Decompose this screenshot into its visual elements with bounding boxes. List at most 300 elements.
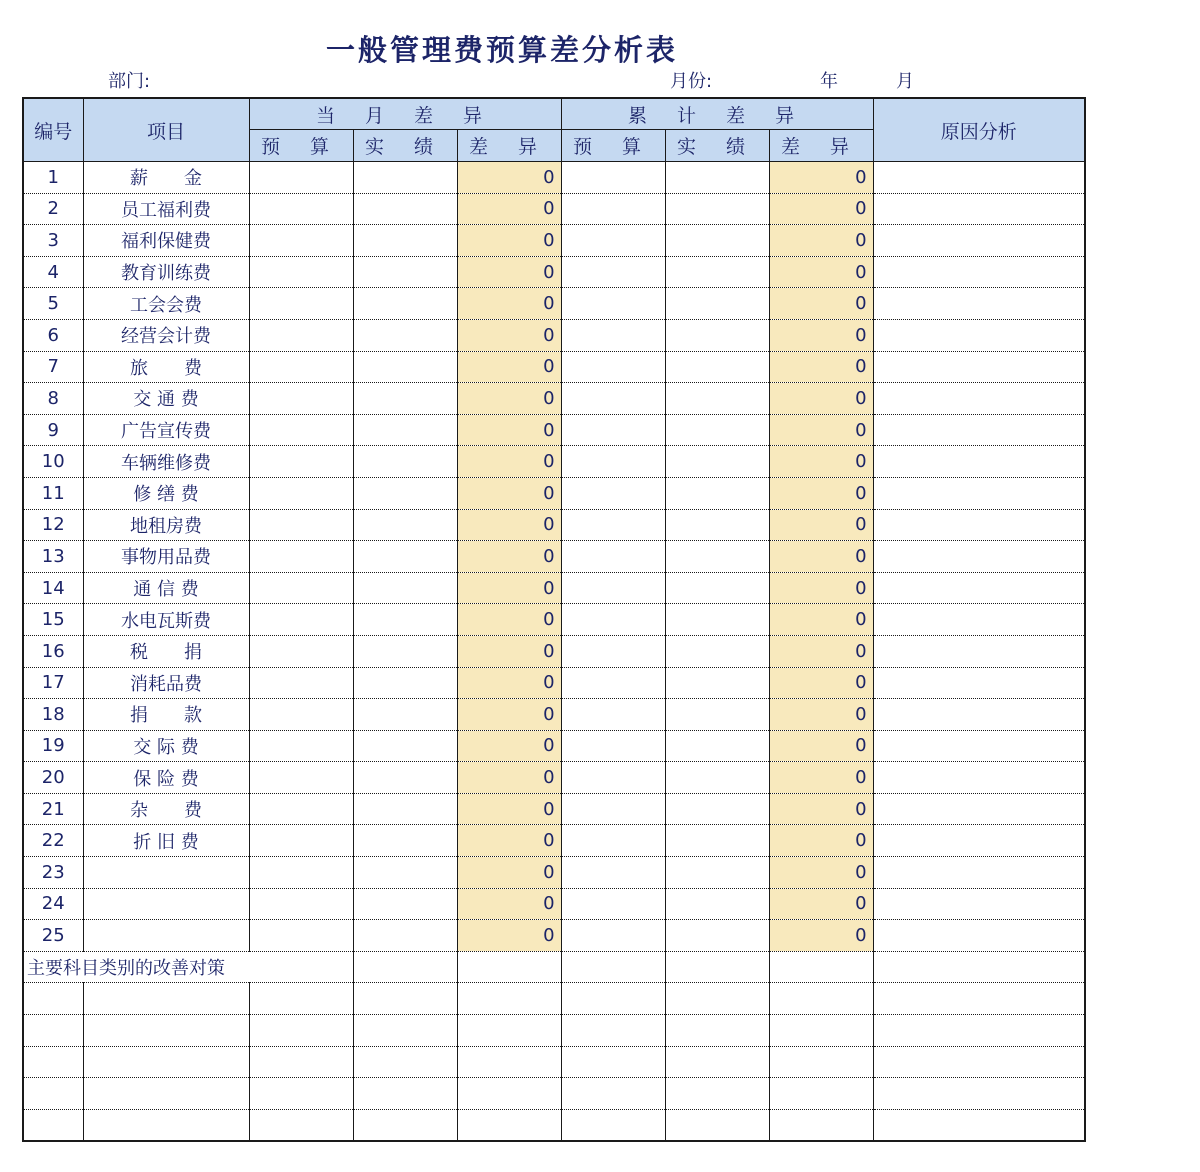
improvement-cell[interactable] (353, 1046, 457, 1078)
improvement-row (23, 1046, 1085, 1078)
table-row (23, 414, 1085, 446)
cell-cumulative-diff: 0 (769, 446, 873, 478)
improvement-cell[interactable] (83, 1078, 249, 1110)
cell-reason[interactable] (873, 193, 1085, 225)
row-number: 10 (23, 446, 83, 478)
cell-reason[interactable] (873, 604, 1085, 636)
improvement-cell[interactable] (873, 1078, 1085, 1110)
row-item: 保 险 费 (83, 762, 249, 794)
improvement-cell[interactable] (561, 1109, 665, 1141)
improvement-cell[interactable] (23, 1046, 83, 1078)
row-item (83, 857, 249, 889)
budget-variance-table (22, 97, 1086, 1142)
row-item: 交 通 费 (83, 383, 249, 415)
cell-cumulative-diff: 0 (769, 762, 873, 794)
cell-current-diff: 0 (457, 383, 561, 415)
row-number: 6 (23, 319, 83, 351)
cell-current-actual[interactable] (353, 762, 457, 794)
cell-cumulative-budget[interactable] (561, 572, 665, 604)
cell-current-diff: 0 (457, 288, 561, 320)
cell-cumulative-diff: 0 (769, 857, 873, 889)
month-unit: 月 (896, 71, 914, 92)
cell-cumulative-actual[interactable] (665, 667, 769, 699)
cell-current-budget[interactable] (249, 730, 353, 762)
cell-current-budget[interactable] (249, 446, 353, 478)
improvement-cell[interactable] (83, 1015, 249, 1047)
row-number: 19 (23, 730, 83, 762)
cell-reason[interactable] (873, 383, 1085, 415)
cell-current-actual[interactable] (353, 383, 457, 415)
cell-current-budget[interactable] (249, 604, 353, 636)
row-item: 水电瓦斯费 (83, 604, 249, 636)
cell-cumulative-actual[interactable] (665, 825, 769, 857)
cell-cumulative-actual[interactable] (665, 288, 769, 320)
cell-cumulative-actual[interactable] (665, 414, 769, 446)
cell-current-budget[interactable] (249, 857, 353, 889)
cell-cumulative-budget[interactable] (561, 414, 665, 446)
cell-cumulative-actual[interactable] (665, 762, 769, 794)
table-row (23, 857, 1085, 889)
cell-current-budget[interactable] (249, 477, 353, 509)
cell-reason[interactable] (873, 162, 1085, 194)
cell-current-actual[interactable] (353, 351, 457, 383)
row-number: 9 (23, 414, 83, 446)
cell-reason[interactable] (873, 414, 1085, 446)
cell-cumulative-actual[interactable] (665, 635, 769, 667)
cell-current-actual[interactable] (353, 414, 457, 446)
row-number: 20 (23, 762, 83, 794)
improvement-cell[interactable] (873, 951, 1085, 983)
table-row (23, 256, 1085, 288)
cell-cumulative-actual[interactable] (665, 888, 769, 920)
improvement-cell[interactable] (873, 1109, 1085, 1141)
row-number: 16 (23, 635, 83, 667)
header-cumulative-variance: 累 计 差 异 (561, 98, 873, 130)
row-number: 13 (23, 541, 83, 573)
cell-current-budget[interactable] (249, 319, 353, 351)
cell-cumulative-diff: 0 (769, 225, 873, 257)
cell-current-budget[interactable] (249, 256, 353, 288)
cell-cumulative-budget[interactable] (561, 730, 665, 762)
improvement-header-row (23, 951, 1085, 983)
cell-cumulative-diff: 0 (769, 604, 873, 636)
cell-current-budget[interactable] (249, 193, 353, 225)
table-row (23, 635, 1085, 667)
cell-cumulative-budget[interactable] (561, 288, 665, 320)
improvement-cell[interactable] (23, 1015, 83, 1047)
header-cumulative-actual: 实 绩 (665, 130, 769, 162)
improvement-cell[interactable] (665, 1015, 769, 1047)
improvement-cell[interactable] (561, 1046, 665, 1078)
header-cumulative-budget: 预 算 (561, 130, 665, 162)
cell-reason[interactable] (873, 825, 1085, 857)
row-item: 通 信 费 (83, 572, 249, 604)
improvement-cell[interactable] (23, 983, 83, 1015)
header-current-month-variance: 当 月 差 异 (249, 98, 561, 130)
row-item: 经营会计费 (83, 319, 249, 351)
row-number: 22 (23, 825, 83, 857)
cell-current-actual[interactable] (353, 920, 457, 952)
cell-current-actual[interactable] (353, 730, 457, 762)
cell-cumulative-diff: 0 (769, 825, 873, 857)
cell-reason[interactable] (873, 793, 1085, 825)
cell-current-diff: 0 (457, 256, 561, 288)
cell-cumulative-actual[interactable] (665, 699, 769, 731)
cell-cumulative-budget[interactable] (561, 635, 665, 667)
header-current-diff: 差 异 (457, 130, 561, 162)
cell-current-actual[interactable] (353, 193, 457, 225)
row-item: 消耗品费 (83, 667, 249, 699)
cell-reason[interactable] (873, 667, 1085, 699)
table-row (23, 162, 1085, 194)
row-item: 杂 费 (83, 793, 249, 825)
cell-current-budget[interactable] (249, 572, 353, 604)
row-item: 交 际 费 (83, 730, 249, 762)
cell-cumulative-diff: 0 (769, 477, 873, 509)
improvement-cell[interactable] (249, 1046, 353, 1078)
cell-current-actual[interactable] (353, 541, 457, 573)
cell-current-budget[interactable] (249, 414, 353, 446)
cell-reason[interactable] (873, 857, 1085, 889)
cell-cumulative-budget[interactable] (561, 162, 665, 194)
table-row (23, 730, 1085, 762)
cell-current-actual[interactable] (353, 446, 457, 478)
cell-cumulative-budget[interactable] (561, 225, 665, 257)
cell-reason[interactable] (873, 572, 1085, 604)
header-reason: 原因分析 (873, 98, 1085, 162)
improvement-row (23, 1109, 1085, 1141)
page-title: 一般管理费预算差分析表 (326, 33, 679, 67)
cell-cumulative-diff: 0 (769, 256, 873, 288)
improvement-cell[interactable] (769, 1046, 873, 1078)
improvement-cell[interactable] (769, 1109, 873, 1141)
row-item (83, 920, 249, 952)
improvement-cell[interactable] (561, 983, 665, 1015)
cell-reason[interactable] (873, 446, 1085, 478)
cell-current-budget[interactable] (249, 351, 353, 383)
improvement-cell[interactable] (83, 983, 249, 1015)
row-number: 5 (23, 288, 83, 320)
cell-current-actual[interactable] (353, 825, 457, 857)
cell-current-budget[interactable] (249, 162, 353, 194)
cell-current-diff: 0 (457, 825, 561, 857)
cell-current-diff: 0 (457, 635, 561, 667)
cell-cumulative-actual[interactable] (665, 857, 769, 889)
cell-reason[interactable] (873, 699, 1085, 731)
cell-cumulative-diff: 0 (769, 793, 873, 825)
cell-current-diff: 0 (457, 477, 561, 509)
improvement-cell[interactable] (769, 983, 873, 1015)
row-item: 工会会费 (83, 288, 249, 320)
improvement-cell[interactable] (83, 1046, 249, 1078)
cell-reason[interactable] (873, 288, 1085, 320)
improvement-cell[interactable] (665, 951, 769, 983)
row-number: 17 (23, 667, 83, 699)
cell-current-diff: 0 (457, 699, 561, 731)
cell-current-diff: 0 (457, 888, 561, 920)
cell-reason[interactable] (873, 920, 1085, 952)
cell-current-diff: 0 (457, 667, 561, 699)
cell-cumulative-budget[interactable] (561, 477, 665, 509)
improvement-cell[interactable] (23, 1109, 83, 1141)
cell-current-diff: 0 (457, 857, 561, 889)
cell-current-budget[interactable] (249, 383, 353, 415)
cell-cumulative-budget[interactable] (561, 319, 665, 351)
improvement-cell[interactable] (457, 951, 561, 983)
row-item: 福利保健费 (83, 225, 249, 257)
cell-current-budget[interactable] (249, 635, 353, 667)
improvement-cell[interactable] (665, 1078, 769, 1110)
improvement-cell[interactable] (457, 1109, 561, 1141)
cell-cumulative-actual[interactable] (665, 920, 769, 952)
cell-cumulative-actual[interactable] (665, 541, 769, 573)
cell-current-actual[interactable] (353, 699, 457, 731)
cell-current-budget[interactable] (249, 699, 353, 731)
table-row (23, 541, 1085, 573)
cell-current-budget[interactable] (249, 793, 353, 825)
row-number: 4 (23, 256, 83, 288)
improvement-cell[interactable] (769, 951, 873, 983)
improvement-cell[interactable] (249, 983, 353, 1015)
row-number: 2 (23, 193, 83, 225)
cell-reason[interactable] (873, 888, 1085, 920)
table-row (23, 604, 1085, 636)
row-number: 18 (23, 699, 83, 731)
cell-current-actual[interactable] (353, 635, 457, 667)
cell-cumulative-actual[interactable] (665, 793, 769, 825)
cell-current-diff: 0 (457, 193, 561, 225)
cell-cumulative-diff: 0 (769, 509, 873, 541)
cell-reason[interactable] (873, 541, 1085, 573)
improvement-cell[interactable] (457, 1046, 561, 1078)
table-row (23, 667, 1085, 699)
cell-current-actual[interactable] (353, 572, 457, 604)
cell-current-actual[interactable] (353, 509, 457, 541)
improvement-cell[interactable] (353, 1015, 457, 1047)
improvement-cell[interactable] (665, 1109, 769, 1141)
cell-cumulative-budget[interactable] (561, 857, 665, 889)
cell-cumulative-budget[interactable] (561, 699, 665, 731)
header-current-budget: 预 算 (249, 130, 353, 162)
row-number: 12 (23, 509, 83, 541)
cell-cumulative-actual[interactable] (665, 572, 769, 604)
cell-cumulative-actual[interactable] (665, 351, 769, 383)
cell-cumulative-budget[interactable] (561, 193, 665, 225)
cell-cumulative-budget[interactable] (561, 351, 665, 383)
cell-cumulative-actual[interactable] (665, 477, 769, 509)
cell-reason[interactable] (873, 509, 1085, 541)
cell-current-actual[interactable] (353, 256, 457, 288)
cell-cumulative-diff: 0 (769, 730, 873, 762)
cell-current-actual[interactable] (353, 793, 457, 825)
cell-reason[interactable] (873, 762, 1085, 794)
improvement-cell[interactable] (873, 1015, 1085, 1047)
cell-reason[interactable] (873, 635, 1085, 667)
cell-cumulative-budget[interactable] (561, 446, 665, 478)
table-row (23, 793, 1085, 825)
cell-cumulative-budget[interactable] (561, 541, 665, 573)
row-number: 1 (23, 162, 83, 194)
cell-reason[interactable] (873, 225, 1085, 257)
cell-reason[interactable] (873, 477, 1085, 509)
cell-cumulative-budget[interactable] (561, 888, 665, 920)
cell-cumulative-budget[interactable] (561, 667, 665, 699)
cell-cumulative-diff: 0 (769, 667, 873, 699)
cell-reason[interactable] (873, 730, 1085, 762)
improvement-cell[interactable] (457, 1078, 561, 1110)
cell-current-budget[interactable] (249, 667, 353, 699)
row-item: 教育训练费 (83, 256, 249, 288)
row-item: 车辆维修费 (83, 446, 249, 478)
cell-cumulative-diff: 0 (769, 162, 873, 194)
cell-cumulative-actual[interactable] (665, 162, 769, 194)
cell-current-budget[interactable] (249, 762, 353, 794)
improvement-cell[interactable] (769, 1078, 873, 1110)
row-number: 14 (23, 572, 83, 604)
cell-current-budget[interactable] (249, 888, 353, 920)
cell-current-diff: 0 (457, 793, 561, 825)
cell-cumulative-budget[interactable] (561, 920, 665, 952)
cell-cumulative-actual[interactable] (665, 446, 769, 478)
improvement-label: 主要科目类别的改善对策 (23, 951, 353, 983)
table-row (23, 351, 1085, 383)
table-row (23, 319, 1085, 351)
cell-cumulative-budget[interactable] (561, 604, 665, 636)
improvement-cell[interactable] (665, 1046, 769, 1078)
cell-current-diff: 0 (457, 509, 561, 541)
improvement-cell[interactable] (561, 1078, 665, 1110)
cell-cumulative-diff: 0 (769, 699, 873, 731)
cell-cumulative-actual[interactable] (665, 256, 769, 288)
row-number: 3 (23, 225, 83, 257)
improvement-cell[interactable] (249, 1015, 353, 1047)
cell-cumulative-diff: 0 (769, 351, 873, 383)
cell-cumulative-diff: 0 (769, 920, 873, 952)
row-number: 24 (23, 888, 83, 920)
month-label: 月份: (670, 71, 713, 92)
cell-current-actual[interactable] (353, 288, 457, 320)
cell-reason[interactable] (873, 351, 1085, 383)
row-item: 事物用品费 (83, 541, 249, 573)
improvement-cell[interactable] (249, 1109, 353, 1141)
cell-cumulative-budget[interactable] (561, 383, 665, 415)
improvement-cell[interactable] (665, 983, 769, 1015)
row-number: 11 (23, 477, 83, 509)
improvement-cell[interactable] (353, 1078, 457, 1110)
cell-reason[interactable] (873, 319, 1085, 351)
cell-cumulative-actual[interactable] (665, 604, 769, 636)
row-item: 税 捐 (83, 635, 249, 667)
improvement-cell[interactable] (353, 1109, 457, 1141)
cell-current-diff: 0 (457, 541, 561, 573)
cell-current-actual[interactable] (353, 319, 457, 351)
cell-cumulative-actual[interactable] (665, 730, 769, 762)
cell-current-budget[interactable] (249, 825, 353, 857)
cell-current-diff: 0 (457, 920, 561, 952)
improvement-cell[interactable] (353, 983, 457, 1015)
cell-cumulative-budget[interactable] (561, 762, 665, 794)
cell-cumulative-actual[interactable] (665, 193, 769, 225)
improvement-cell[interactable] (561, 1015, 665, 1047)
cell-current-diff: 0 (457, 414, 561, 446)
cell-current-diff: 0 (457, 351, 561, 383)
cell-current-diff: 0 (457, 225, 561, 257)
row-number: 21 (23, 793, 83, 825)
cell-current-budget[interactable] (249, 920, 353, 952)
cell-cumulative-actual[interactable] (665, 225, 769, 257)
improvement-cell[interactable] (457, 1015, 561, 1047)
cell-current-budget[interactable] (249, 509, 353, 541)
cell-cumulative-budget[interactable] (561, 509, 665, 541)
cell-current-diff: 0 (457, 604, 561, 636)
dept-label: 部门: (108, 71, 151, 92)
cell-current-budget[interactable] (249, 541, 353, 573)
improvement-cell[interactable] (561, 951, 665, 983)
table-row (23, 509, 1085, 541)
row-item: 旅 费 (83, 351, 249, 383)
year-unit: 年 (820, 71, 838, 92)
header-current-actual: 实 绩 (353, 130, 457, 162)
row-number: 7 (23, 351, 83, 383)
cell-current-actual[interactable] (353, 667, 457, 699)
cell-cumulative-diff: 0 (769, 541, 873, 573)
cell-current-actual[interactable] (353, 162, 457, 194)
cell-cumulative-actual[interactable] (665, 509, 769, 541)
row-number: 15 (23, 604, 83, 636)
table-row (23, 225, 1085, 257)
cell-current-budget[interactable] (249, 288, 353, 320)
improvement-cell[interactable] (23, 1078, 83, 1110)
cell-cumulative-diff: 0 (769, 288, 873, 320)
improvement-cell[interactable] (769, 1015, 873, 1047)
cell-current-actual[interactable] (353, 888, 457, 920)
cell-cumulative-diff: 0 (769, 383, 873, 415)
row-item: 员工福利费 (83, 193, 249, 225)
cell-current-budget[interactable] (249, 225, 353, 257)
row-item: 折 旧 费 (83, 825, 249, 857)
table-row (23, 288, 1085, 320)
cell-current-actual[interactable] (353, 477, 457, 509)
table-row (23, 477, 1085, 509)
cell-cumulative-actual[interactable] (665, 383, 769, 415)
improvement-cell[interactable] (249, 1078, 353, 1110)
row-item (83, 888, 249, 920)
cell-cumulative-actual[interactable] (665, 319, 769, 351)
cell-current-actual[interactable] (353, 857, 457, 889)
table-row (23, 193, 1085, 225)
improvement-cell[interactable] (83, 1109, 249, 1141)
cell-cumulative-diff: 0 (769, 319, 873, 351)
table-row (23, 446, 1085, 478)
row-item: 广告宣传费 (83, 414, 249, 446)
cell-current-actual[interactable] (353, 225, 457, 257)
cell-cumulative-budget[interactable] (561, 793, 665, 825)
improvement-cell[interactable] (873, 1046, 1085, 1078)
cell-cumulative-budget[interactable] (561, 256, 665, 288)
cell-current-diff: 0 (457, 730, 561, 762)
row-number: 25 (23, 920, 83, 952)
cell-current-diff: 0 (457, 762, 561, 794)
improvement-row (23, 983, 1085, 1015)
improvement-cell[interactable] (353, 951, 457, 983)
cell-reason[interactable] (873, 256, 1085, 288)
cell-current-actual[interactable] (353, 604, 457, 636)
improvement-cell[interactable] (457, 983, 561, 1015)
cell-cumulative-budget[interactable] (561, 825, 665, 857)
table-row (23, 888, 1085, 920)
improvement-cell[interactable] (873, 983, 1085, 1015)
table-row (23, 699, 1085, 731)
